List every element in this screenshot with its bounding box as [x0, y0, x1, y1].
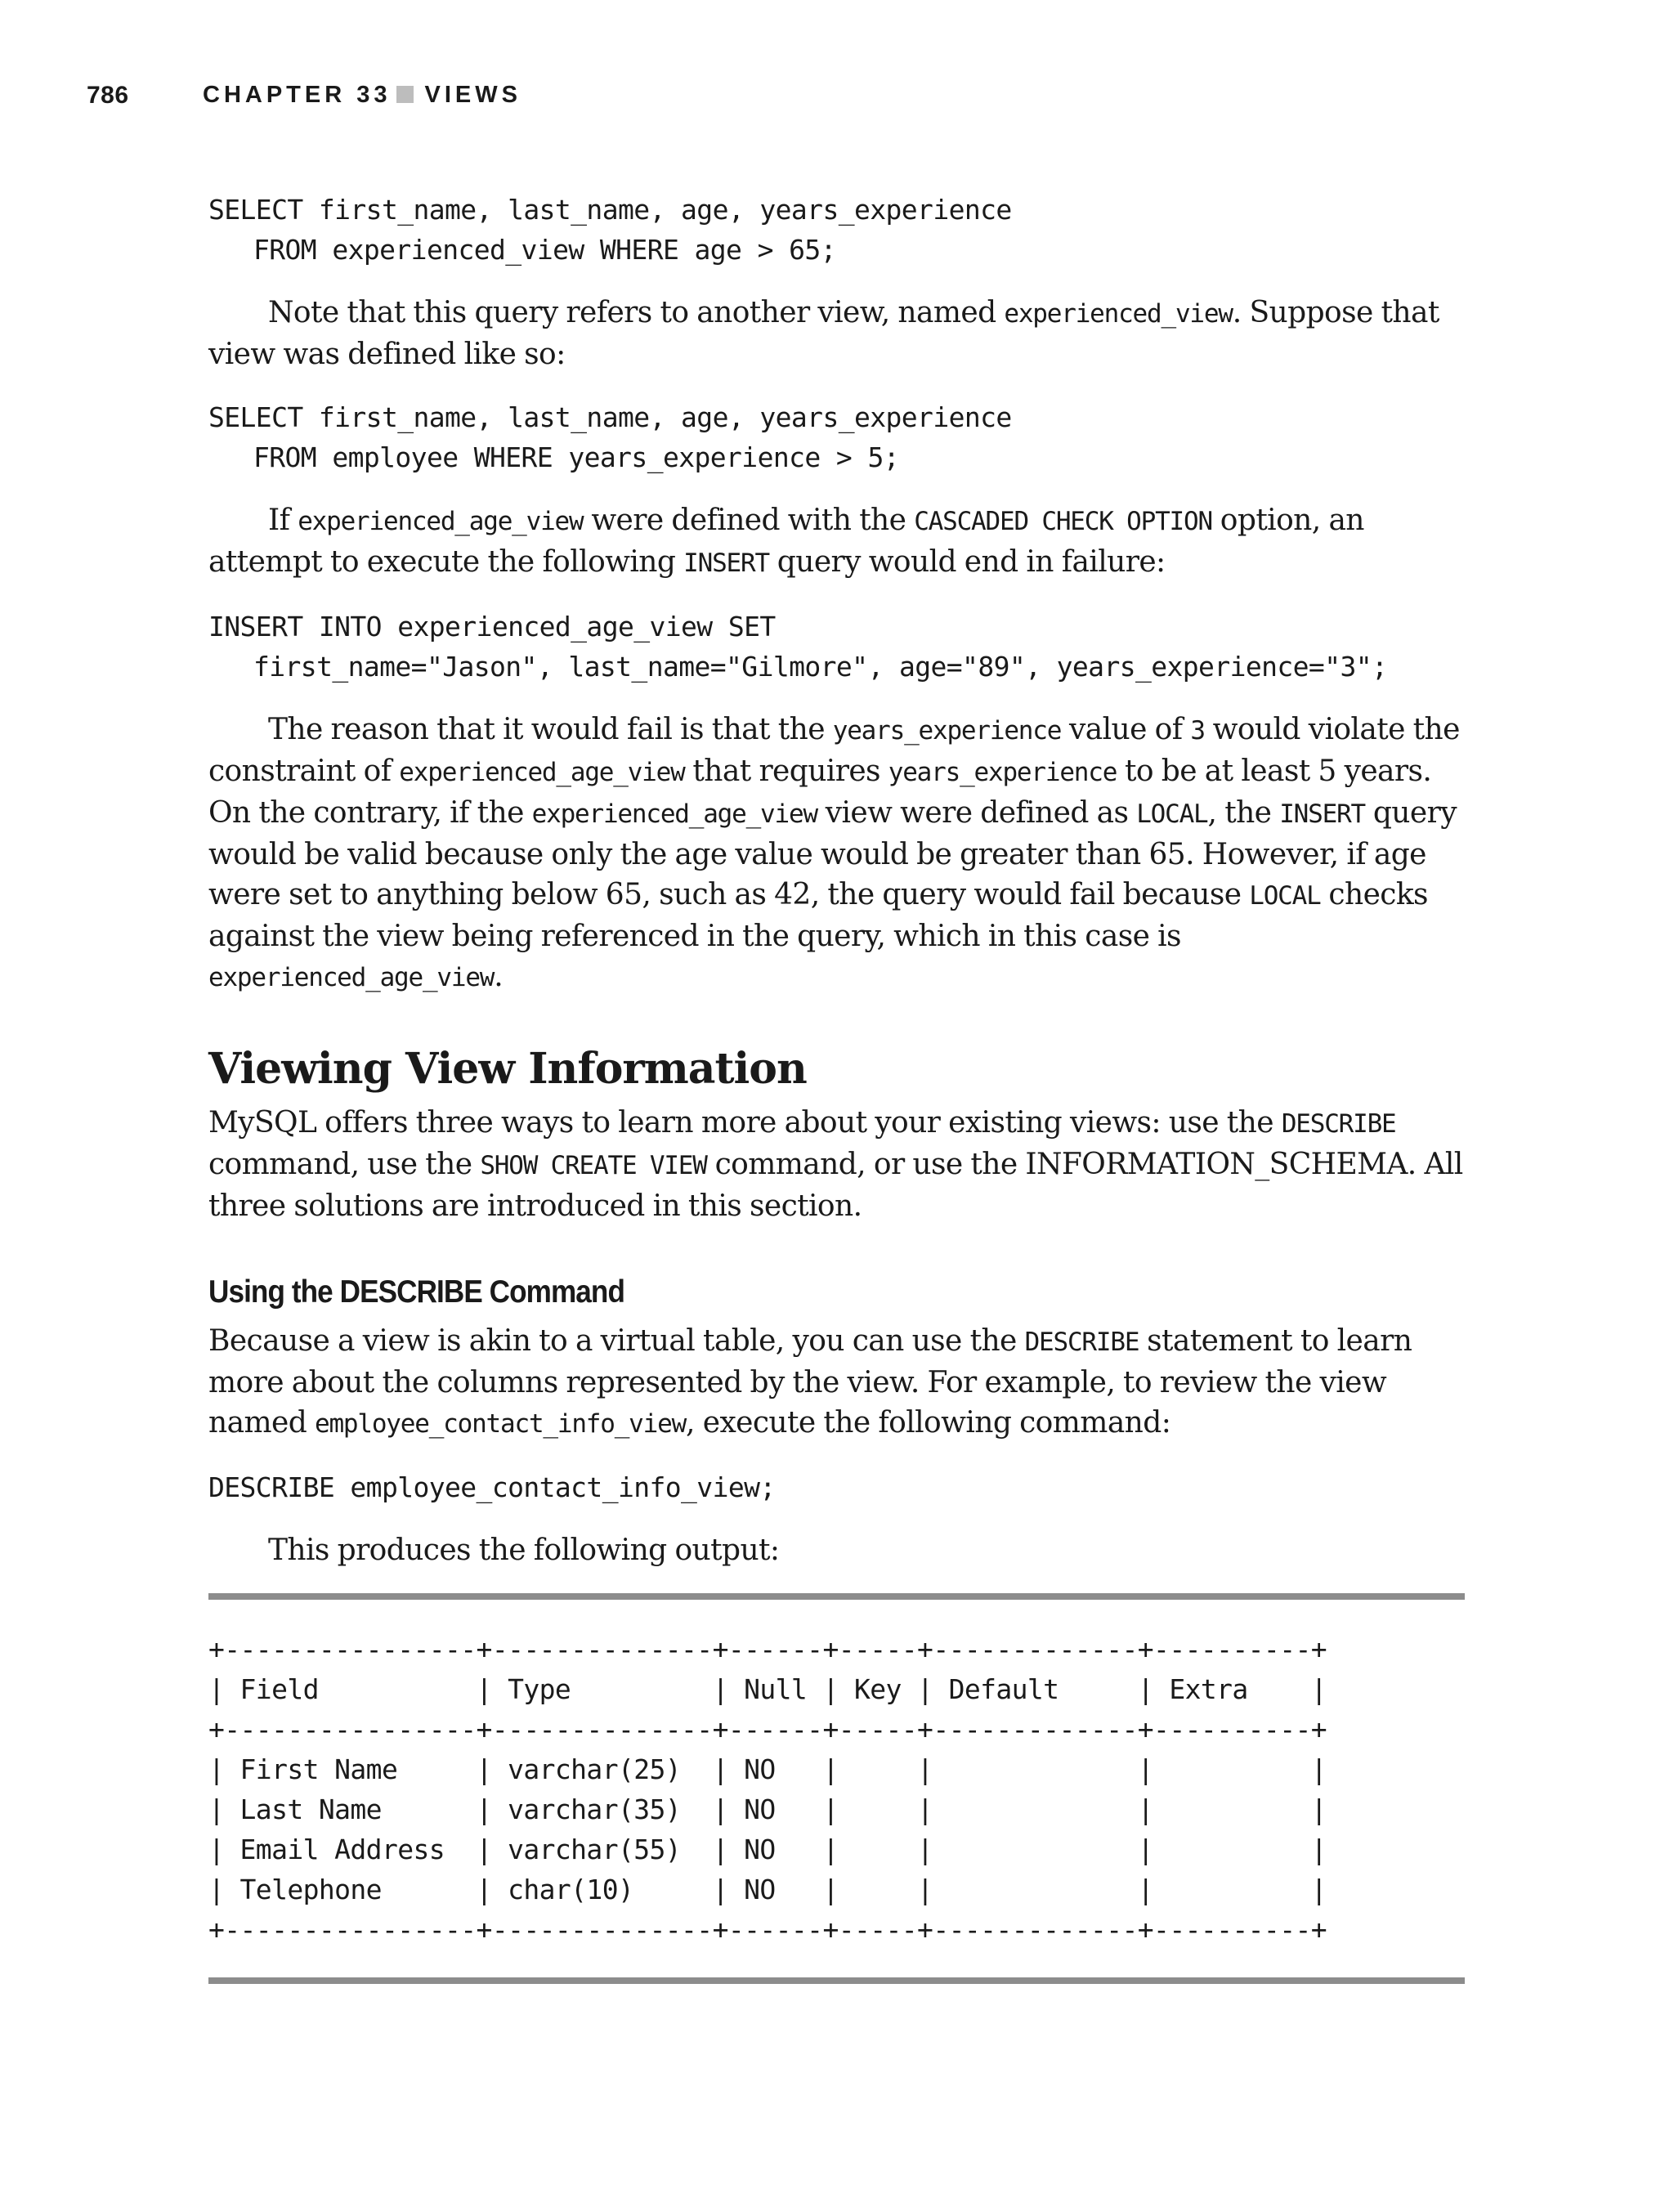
- code-line: SELECT first_name, last_name, age, years_experience: [208, 401, 1012, 433]
- text-run: , execute the following command:: [686, 1406, 1171, 1440]
- text-run: Because a view is akin to a virtual table, you can use the: [208, 1324, 1025, 1358]
- code-block-select-experienced: [208, 190, 1467, 270]
- inline-code: experienced_age_view: [531, 799, 817, 829]
- text-run: MySQL offers three ways to learn more about your existing views: use the: [208, 1106, 1282, 1140]
- top-rule: [208, 1593, 1465, 1600]
- paragraph-cascaded: [208, 500, 1467, 584]
- text-run: option, an attempt to execute the following: [208, 504, 1364, 579]
- code-line: INSERT INTO experienced_age_view SET: [208, 611, 776, 643]
- chapter-title: VIEWS: [424, 82, 521, 108]
- text-run: would violate the constraint of: [208, 713, 1460, 788]
- paragraph-because: [208, 1321, 1467, 1444]
- text-run: query would end in failure:: [768, 545, 1166, 579]
- code-line: DESCRIBE employee_contact_info_view;: [208, 1471, 776, 1503]
- code-line: FROM employee WHERE years_experience > 5;: [253, 441, 899, 473]
- subsection-heading: Using the DESCRIBE Command: [208, 1274, 625, 1310]
- code-line: FROM experienced_view WHERE age > 65;: [253, 234, 836, 266]
- table-row: | First Name | varchar(25) | NO | | | |: [208, 1753, 1327, 1785]
- text-run: If: [268, 504, 298, 537]
- paragraph-note: [208, 293, 1467, 374]
- code-block-insert: [208, 607, 1467, 687]
- paragraph-reason: [208, 710, 1467, 998]
- inline-code: years_experience: [888, 758, 1117, 787]
- text-run: , the: [1207, 796, 1280, 830]
- inline-code: INSERT: [1279, 799, 1366, 829]
- inline-code: DESCRIBE: [1024, 1328, 1139, 1357]
- square-bullet-icon: [396, 86, 414, 103]
- table-header-row: | Field | Type | Null | Key | Default | Extra |: [208, 1673, 1327, 1705]
- inline-code: CASCADED CHECK OPTION: [914, 507, 1212, 536]
- inline-code: 3: [1190, 716, 1205, 746]
- section-heading: Viewing View Information: [208, 1044, 807, 1094]
- page-number: 786: [87, 82, 129, 109]
- table-row: | Telephone | char(10) | NO | | | |: [208, 1874, 1327, 1905]
- table-line: +----------------+--------------+------+-----+-------------+----------+: [208, 1633, 1327, 1665]
- paragraph-mysql-offers: [208, 1103, 1467, 1226]
- table-row: | Email Address | varchar(55) | NO | | | |: [208, 1834, 1327, 1865]
- running-head: [203, 82, 521, 109]
- text-run: to be at least 5 years. On the contrary, if the: [208, 754, 1432, 830]
- text-run: .: [494, 960, 504, 993]
- text-run: value of: [1061, 713, 1191, 746]
- inline-code: LOCAL: [1136, 799, 1208, 829]
- bottom-rule: [208, 1977, 1465, 1984]
- text-run: . Suppose that view was defined like so:: [208, 296, 1439, 371]
- inline-code: LOCAL: [1249, 881, 1321, 911]
- describe-output-table: [208, 1629, 1467, 1950]
- text-run: The reason that it would fail is that the: [268, 713, 833, 746]
- table-line: +----------------+--------------+------+-----+-------------+----------+: [208, 1713, 1327, 1745]
- text-run: query would be valid because only the age value would be greater than 65. However, if age were set to anything below 65, such as 42, the query would fail because: [208, 796, 1457, 911]
- table-line: +----------------+--------------+------+-----+-------------+----------+: [208, 1914, 1327, 1946]
- inline-code: experienced_age_view: [399, 758, 685, 787]
- code-line: SELECT first_name, last_name, age, years_experience: [208, 194, 1012, 226]
- text-run: command, or use the INFORMATION_SCHEMA. All three solutions are introduced in this section.: [208, 1148, 1463, 1223]
- chapter-label: CHAPTER 33: [203, 82, 392, 108]
- inline-code: experienced_age_view: [208, 963, 495, 992]
- text-run: view were defined as: [817, 796, 1137, 830]
- inline-code: years_experience: [832, 716, 1062, 746]
- text-run: command, use the: [208, 1148, 481, 1181]
- code-block-select-employee: [208, 397, 1467, 477]
- text-run: that requires: [684, 754, 888, 788]
- page-content: [208, 190, 1467, 1984]
- text-run: statement to learn more about the columns represented by the view. For example, to review the view named: [208, 1324, 1412, 1440]
- code-line: first_name="Jason", last_name="Gilmore", age="89", years_experience="3";: [253, 651, 1388, 683]
- text-run: were defined with the: [583, 504, 915, 537]
- text-run: Note that this query refers to another view, named: [268, 296, 1005, 329]
- inline-code: employee_contact_info_view: [314, 1409, 687, 1439]
- paragraph-produces: This produces the following output:: [268, 1534, 780, 1567]
- inline-code: experienced_view: [1004, 299, 1233, 329]
- table-row: | Last Name | varchar(35) | NO | | | |: [208, 1793, 1327, 1825]
- code-block-describe: [208, 1467, 1467, 1507]
- inline-code: experienced_age_view: [298, 507, 584, 536]
- inline-code: INSERT: [683, 549, 769, 578]
- text-run: checks against the view being referenced in the query, which in this case is: [208, 878, 1428, 953]
- page-header: [0, 82, 1674, 118]
- inline-code: DESCRIBE: [1281, 1109, 1396, 1139]
- inline-code: SHOW CREATE VIEW: [480, 1151, 707, 1180]
